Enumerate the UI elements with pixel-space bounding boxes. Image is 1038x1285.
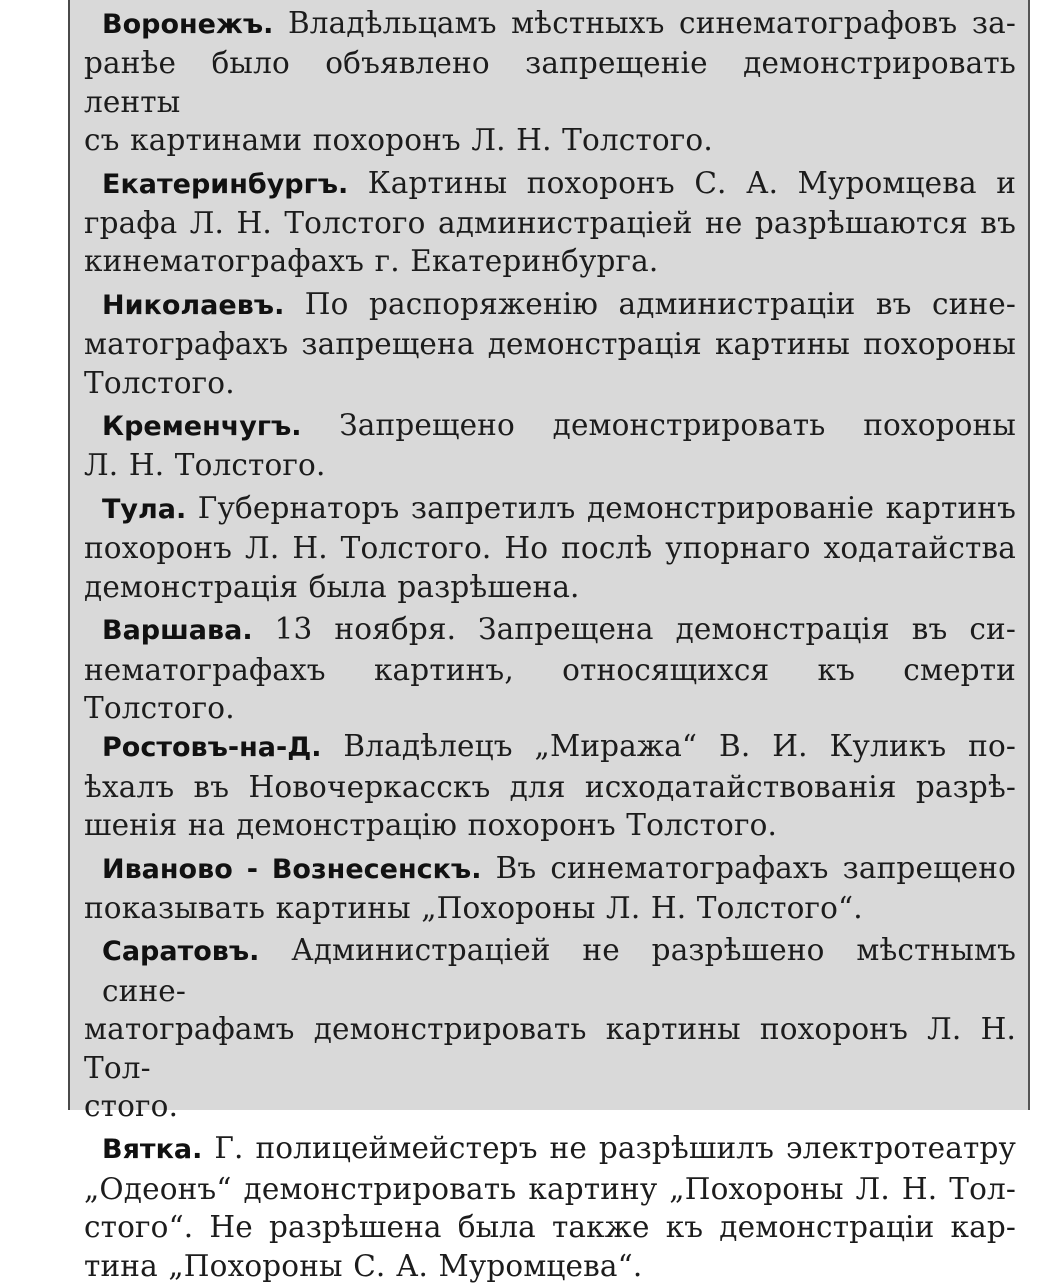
entry-line: матографамъ демонстрировать картины похоронъ Л. Н. Тол- bbox=[84, 1012, 1016, 1085]
entry-line bbox=[84, 1129, 1016, 1169]
entry-line: похоронъ Л. Н. Толстого. Но послѣ упорнаго ходатайства bbox=[84, 531, 1016, 566]
entry-line: Л. Н. Толстого. bbox=[84, 448, 326, 483]
entry-line bbox=[84, 727, 1016, 767]
entry-vyatka bbox=[84, 1129, 1016, 1285]
entry-line: съ картинами похоронъ Л. Н. Толстого. bbox=[84, 123, 713, 158]
city-name: Варшава. bbox=[102, 615, 253, 647]
entry-line: матографахъ запрещена демонстрація картины похороны bbox=[84, 327, 1016, 362]
city-name: Вятка. bbox=[102, 1134, 203, 1166]
entry-line: стого. bbox=[84, 1088, 179, 1123]
entry-ekaterinburg bbox=[84, 164, 1016, 281]
city-name: Иваново - Вознесенскъ. bbox=[102, 853, 482, 885]
news-column bbox=[68, 0, 1030, 1283]
city-name: Тула. bbox=[102, 493, 187, 525]
entry-kremenchug bbox=[84, 406, 1016, 485]
entry-line bbox=[84, 4, 1016, 44]
entry-text: Запрещено демонстрировать похороны bbox=[339, 408, 1017, 443]
entry-line: нематографахъ картинъ, относящихся къ смерти Толстого. bbox=[84, 652, 1016, 725]
city-name: Воронежъ. bbox=[102, 9, 274, 40]
entry-text: Губернаторъ запретилъ демонстрированіе картинъ bbox=[197, 490, 1016, 525]
entry-text: Владѣльцамъ мѣстныхъ синематографовъ за- bbox=[287, 6, 1016, 40]
entry-nikolaev bbox=[84, 285, 1016, 402]
entry-line: показывать картины „Похороны Л. Н. Толстого“. bbox=[84, 890, 863, 925]
entry-line: демонстрація была разрѣшена. bbox=[84, 569, 580, 604]
entry-line bbox=[84, 489, 1016, 529]
entry-line bbox=[84, 849, 1016, 889]
city-name: Николаевъ. bbox=[102, 289, 285, 321]
entry-line bbox=[84, 164, 1016, 204]
city-name: Ростовъ-на-Д. bbox=[102, 732, 322, 764]
entry-warsaw bbox=[84, 610, 1016, 727]
entry-tula bbox=[84, 489, 1016, 606]
city-name: Саратовъ. bbox=[102, 936, 260, 968]
city-name: Кременчугъ. bbox=[102, 411, 302, 443]
entry-line bbox=[84, 931, 1016, 1010]
entry-text: 13 ноября. Запрещена демонстрація въ си- bbox=[274, 612, 1016, 647]
entry-text: Въ синематографахъ запрещено bbox=[495, 850, 1016, 885]
entry-text: Владѣлецъ „Миража“ В. И. Куликъ по- bbox=[343, 729, 1016, 764]
entry-line bbox=[84, 285, 1016, 325]
entry-text: Г. полицеймейстеръ не разрѣшилъ электротеатру bbox=[214, 1131, 1017, 1166]
entry-line: тина „Похороны С. А. Муромцева“. bbox=[84, 1248, 643, 1283]
entry-line: стого“. Не разрѣшена была также къ демонстраціи кар- bbox=[84, 1210, 1016, 1245]
entry-line: графа Л. Н. Толстого администраціей не разрѣшаются въ bbox=[84, 206, 1016, 241]
entry-line: Толстого. bbox=[84, 365, 235, 400]
entry-line: „Одеонъ“ демонстрировать картину „Похороны Л. Н. Тол- bbox=[84, 1171, 1016, 1206]
entry-line: кинематографахъ г. Екатеринбурга. bbox=[84, 244, 659, 279]
city-name: Екатеринбургъ. bbox=[102, 168, 349, 200]
entry-line: ѣхалъ въ Новочеркасскъ для исходатайствованія разрѣ- bbox=[84, 769, 1016, 804]
entry-rostov bbox=[84, 727, 1016, 844]
entry-line: ранѣе было объявлено запрещеніе демонстрировать ленты bbox=[84, 46, 1016, 119]
entry-line: шенія на демонстрацію похоронъ Толстого. bbox=[84, 808, 778, 843]
entry-text: Картины похоронъ С. А. Муромцева и bbox=[367, 165, 1017, 200]
entry-saratov bbox=[84, 931, 1016, 1125]
entry-text: Администраціей не разрѣшено мѣстнымъ сине- bbox=[102, 933, 1016, 1008]
entry-text: По распоряженію администраціи въ сине- bbox=[304, 286, 1016, 321]
entry-line bbox=[84, 406, 1016, 446]
entry-ivanovo-voznesensk bbox=[84, 849, 1016, 928]
entry-line bbox=[84, 610, 1016, 650]
entry-voronezh bbox=[84, 4, 1016, 160]
